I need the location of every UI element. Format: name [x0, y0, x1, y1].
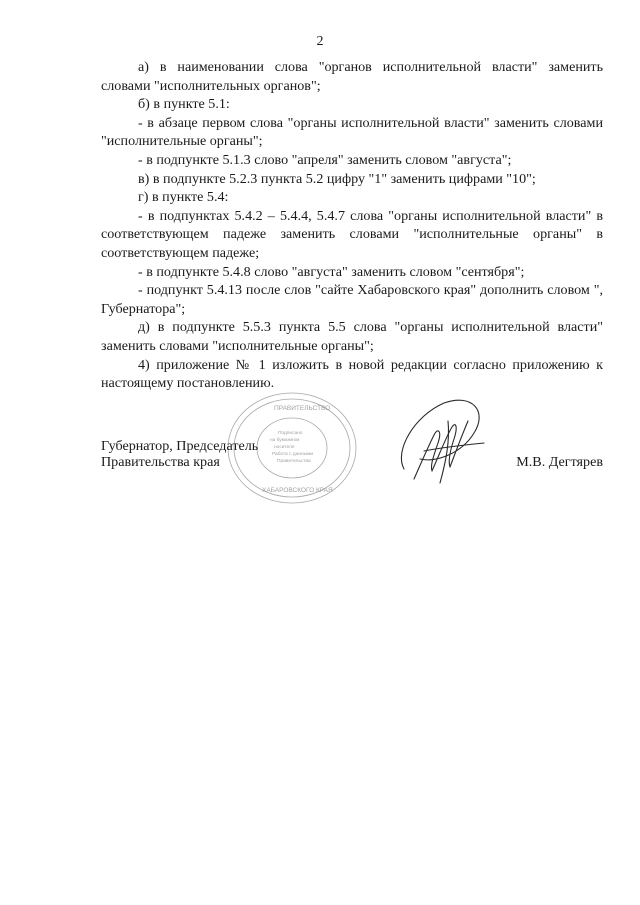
- signature-block: [101, 438, 258, 470]
- paragraph: - в абзаце первом слова "органы исполнительной власти" заменить словами "исполнительные органы";: [101, 114, 603, 150]
- body-text: [101, 58, 603, 393]
- svg-text:Работа с данными: Работа с данными: [272, 452, 314, 457]
- paragraph: в) в подпункте 5.2.3 пункта 5.2 цифру "1" заменить цифрами "10";: [138, 170, 536, 187]
- paragraph: - в подпунктах 5.4.2 – 5.4.4, 5.4.7 слова "органы исполнительной власти" в соответствующем падеже заменить словами "исполнительные органы" в соответствующем падеже;: [101, 207, 603, 261]
- svg-text:носителе: носителе: [274, 445, 295, 450]
- svg-text:на бумажном: на бумажном: [270, 438, 300, 443]
- page-number: 2: [316, 34, 324, 49]
- signer-position-line1: Губернатор, Председатель: [101, 438, 259, 454]
- paragraph: - в подпункте 5.4.8 слово "августа" заменить словом "сентября";: [138, 263, 525, 280]
- paragraph: 4) приложение № 1 изложить в новой редакции согласно приложению к настоящему постановлению.: [101, 356, 603, 392]
- paragraph: г) в пункте 5.4:: [138, 189, 229, 206]
- paragraph: - подпункт 5.4.13 после слов "сайте Хабаровского края" дополнить словом ", Губернатора";: [101, 282, 603, 317]
- svg-text:ХАБАРОВСКОГО КРАЯ: ХАБАРОВСКОГО КРАЯ: [262, 487, 333, 494]
- paragraph: д) в подпункте 5.5.3 пункта 5.5 слова "органы исполнительной власти" заменить словами "исполнительные органы";: [101, 319, 603, 354]
- svg-text:Подписано: Подписано: [278, 431, 303, 436]
- svg-text:Правительства: Правительства: [277, 459, 311, 464]
- paragraph: - в подпункте 5.1.3 слово "апреля" заменить словом "августа";: [138, 151, 512, 168]
- paragraph: б) в пункте 5.1:: [138, 96, 230, 113]
- paragraph: а) в наименовании слова "органов исполнительной власти" заменить словами "исполнительных органов";: [101, 59, 603, 94]
- svg-text:ПРАВИТЕЛЬСТВО: ПРАВИТЕЛЬСТВО: [274, 405, 331, 412]
- signer-name: М.В. Дегтярев: [516, 454, 603, 470]
- signer-position-line2: Правительства края: [101, 454, 220, 470]
- handwritten-signature: [384, 391, 494, 491]
